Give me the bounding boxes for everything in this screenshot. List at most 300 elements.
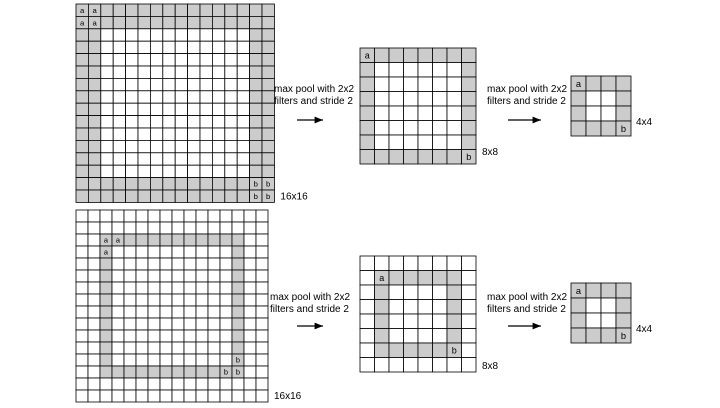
grid-cell: [150, 78, 162, 90]
grid-cell-shaded: [360, 150, 375, 165]
grid-cell: [175, 140, 187, 152]
grid-cell-shaded: [76, 140, 88, 152]
grid-cell: [113, 54, 125, 66]
grid-cell-shaded: [88, 153, 100, 165]
grid-cell: [88, 366, 100, 378]
grid-cell-shaded: [76, 91, 88, 103]
grid-cell: [88, 378, 100, 390]
grid-cell: [418, 314, 433, 329]
grid-cell: [150, 54, 162, 66]
grid-cell: [112, 306, 124, 318]
grid-cell-shaded: [262, 153, 274, 165]
grid-cell: [124, 330, 136, 342]
grid-cell: [88, 282, 100, 294]
grid-cell: [418, 92, 433, 107]
grid-cell-shaded: [76, 78, 88, 90]
grid-size-label: 8x8: [482, 147, 499, 158]
grid-cell-shaded: [225, 4, 237, 16]
grid-cell: [212, 29, 224, 41]
grid-cell: [100, 210, 112, 222]
grid-cell: [601, 298, 616, 313]
grid-cell: [244, 354, 256, 366]
grid-cell: [256, 234, 268, 246]
pooling-caption-line2: filters and stride 2: [270, 304, 349, 315]
grid-cell-shaded: [462, 92, 477, 107]
grid-cell: [196, 294, 208, 306]
grid-cell: [256, 342, 268, 354]
grid-cell: [225, 165, 237, 177]
grid-cell-shaded: [101, 4, 113, 16]
grid-cell: [160, 354, 172, 366]
grid-cell: [601, 313, 616, 328]
grid-cell: [150, 66, 162, 78]
grid-cell: [237, 29, 249, 41]
grid-cell: [172, 354, 184, 366]
grid-cell-shaded: [88, 103, 100, 115]
grid-cell: [160, 306, 172, 318]
grid-cell: [101, 165, 113, 177]
grid-cell: [225, 91, 237, 103]
grid-cell-shaded: [76, 128, 88, 140]
grid-size-label: 8x8: [482, 361, 499, 372]
grid-cell-shaded: [148, 234, 160, 246]
grid-cell: [212, 66, 224, 78]
grid-cell-shaded: [586, 76, 601, 91]
grid-cell-shaded: [375, 285, 390, 300]
grid-cell-shaded: [462, 63, 477, 78]
grid-cell-shaded: [188, 178, 200, 190]
grid-cell-shaded: [447, 48, 462, 63]
grid-cell: [88, 258, 100, 270]
grid-cell: [447, 92, 462, 107]
grid-cell-shaded: [113, 4, 125, 16]
grid-cell: [101, 29, 113, 41]
grid-cell: [225, 103, 237, 115]
grid-cell: [188, 103, 200, 115]
grid-cell: [225, 116, 237, 128]
grid-cell-shaded: [250, 54, 262, 66]
grid-cell: [208, 354, 220, 366]
grid-cell: [256, 378, 268, 390]
grid-cell: [244, 258, 256, 270]
grid-cell-shaded: [571, 121, 586, 136]
grid-cell-shaded: [375, 48, 390, 63]
grid-cell: [389, 106, 404, 121]
grid-cell: [76, 294, 88, 306]
grid-cell: [124, 282, 136, 294]
grid-cell-shaded: [88, 78, 100, 90]
grid-cell-shaded: [212, 4, 224, 16]
grid-cell-shaded: [262, 91, 274, 103]
grid-cell: [256, 210, 268, 222]
grid-cell-shaded: [389, 343, 404, 358]
grid-cell-shaded: [188, 190, 200, 202]
grid-cell-shaded: [138, 190, 150, 202]
grid-cell-shaded: [418, 150, 433, 165]
grid-cell: [124, 378, 136, 390]
grid-cell: [196, 354, 208, 366]
grid-cell: [418, 106, 433, 121]
grid-4x4: [571, 283, 653, 343]
grid-cell: [220, 246, 232, 258]
grid-cell: [138, 116, 150, 128]
grid-cell: [148, 318, 160, 330]
grid-cell-shaded: [150, 178, 162, 190]
grid-cell: [237, 103, 249, 115]
grid-cell: [200, 165, 212, 177]
grid-cell-shaded: [571, 91, 586, 106]
grid-cell: [76, 222, 88, 234]
grid-cell-shaded: [447, 150, 462, 165]
grid-cell-shaded: [225, 190, 237, 202]
grid-cell: [101, 140, 113, 152]
grid-cell-shaded: [250, 103, 262, 115]
grid-cell: [76, 354, 88, 366]
grid-cell: [375, 121, 390, 136]
grid-cell: [462, 314, 477, 329]
grid-cell-shaded: [262, 4, 274, 16]
grid-cell: [113, 66, 125, 78]
grid-cell-shaded: [88, 41, 100, 53]
grid-cell-shaded: [262, 78, 274, 90]
grid-cell: [200, 66, 212, 78]
grid-cell-shaded: [88, 116, 100, 128]
grid-cell-shaded: [262, 103, 274, 115]
grid-cell: [188, 116, 200, 128]
grid-cell: [212, 41, 224, 53]
grid-cell: [208, 318, 220, 330]
grid-cell: [138, 41, 150, 53]
grid-cell-shaded: [225, 178, 237, 190]
cell-mark-b: b: [620, 330, 627, 341]
grid-cell: [172, 258, 184, 270]
cell-mark-a: a: [92, 5, 97, 15]
grid-cell: [220, 294, 232, 306]
grid-cell: [113, 128, 125, 140]
grid-cell: [76, 330, 88, 342]
grid-cell-shaded: [232, 246, 244, 258]
grid-cell: [112, 210, 124, 222]
grid-cell: [200, 128, 212, 140]
cell-mark-b: b: [266, 191, 271, 201]
grid-cell: [208, 222, 220, 234]
grid-cell-shaded: [124, 234, 136, 246]
grid-cell: [360, 271, 375, 286]
grid-cell: [375, 256, 390, 271]
grid-cell: [447, 121, 462, 136]
grid-cell: [138, 78, 150, 90]
grid-cell: [163, 54, 175, 66]
grid-cell-shaded: [126, 16, 138, 28]
grid-cell: [418, 77, 433, 92]
grid-cell-shaded: [616, 76, 631, 91]
grid-cell: [196, 282, 208, 294]
grid-cell: [175, 165, 187, 177]
grid-cell-shaded: [250, 140, 262, 152]
grid-cell: [138, 165, 150, 177]
grid-cell-shaded: [250, 165, 262, 177]
grid-cell: [188, 78, 200, 90]
grid-cell: [404, 77, 419, 92]
grid-cell: [112, 342, 124, 354]
grid-cell-shaded: [262, 116, 274, 128]
grid-cell: [256, 330, 268, 342]
grid-cell: [175, 153, 187, 165]
grid-cell: [389, 300, 404, 315]
grid-cell-shaded: [404, 271, 419, 286]
pooling-caption-line2: filters and stride 2: [274, 96, 353, 107]
grid-cell-shaded: [126, 178, 138, 190]
grid-cell: [244, 210, 256, 222]
grid-cell: [433, 285, 448, 300]
grid-cell: [136, 210, 148, 222]
grid-cell: [433, 63, 448, 78]
grid-cell: [76, 282, 88, 294]
grid-cell: [172, 330, 184, 342]
grid-cell-shaded: [163, 190, 175, 202]
grid-cell: [208, 258, 220, 270]
grid-cell-shaded: [447, 300, 462, 315]
grid-cell-shaded: [462, 121, 477, 136]
grid-cell: [88, 246, 100, 258]
grid-cell-shaded: [616, 298, 631, 313]
grid-cell: [208, 390, 220, 402]
grid-cell: [184, 282, 196, 294]
grid-cell: [126, 41, 138, 53]
grid-cell-shaded: [237, 4, 249, 16]
grid-cell: [212, 140, 224, 152]
grid-cell: [148, 306, 160, 318]
grid-cell: [208, 282, 220, 294]
grid-cell-shaded: [232, 282, 244, 294]
grid-cell: [586, 106, 601, 121]
grid-cell: [447, 135, 462, 150]
grid-cell: [184, 294, 196, 306]
grid-cell-shaded: [616, 106, 631, 121]
grid-cell-shaded: [200, 4, 212, 16]
grid-cell: [136, 222, 148, 234]
grid-cell-shaded: [232, 258, 244, 270]
grid-cell-shaded: [200, 190, 212, 202]
grid-cell: [208, 294, 220, 306]
grid-cell-shaded: [101, 16, 113, 28]
grid-cell: [256, 258, 268, 270]
grid-cell: [188, 128, 200, 140]
grid-cell: [124, 222, 136, 234]
grid-cell: [212, 153, 224, 165]
grid-cell-shaded: [76, 178, 88, 190]
grid-cell: [389, 329, 404, 344]
grid-cell-shaded: [225, 16, 237, 28]
grid-cell: [113, 153, 125, 165]
grid-cell-shaded: [389, 48, 404, 63]
grid-cell: [225, 128, 237, 140]
grid-cell: [76, 378, 88, 390]
diagram-row-bottom: [76, 210, 653, 402]
grid-cell-shaded: [100, 318, 112, 330]
grid-cell: [113, 91, 125, 103]
grid-cell: [150, 153, 162, 165]
grid-cell: [220, 390, 232, 402]
grid-cell: [447, 77, 462, 92]
grid-cell: [175, 78, 187, 90]
grid-cell: [160, 318, 172, 330]
grid-cell: [389, 135, 404, 150]
grid-cell: [200, 78, 212, 90]
grid-cell: [244, 294, 256, 306]
grid-cell-shaded: [250, 29, 262, 41]
grid-cell-shaded: [433, 150, 448, 165]
grid-cell-shaded: [232, 330, 244, 342]
cell-mark-b: b: [253, 179, 258, 189]
grid-cell: [163, 165, 175, 177]
grid-cell: [418, 63, 433, 78]
grid-cell: [256, 270, 268, 282]
grid-cell: [184, 258, 196, 270]
grid-cell: [188, 91, 200, 103]
grid-cell: [418, 329, 433, 344]
grid-cell: [150, 29, 162, 41]
grid-8x8: [360, 48, 499, 164]
grid-cell: [237, 78, 249, 90]
grid-cell: [196, 210, 208, 222]
grid-cell: [196, 258, 208, 270]
grid-cell: [100, 378, 112, 390]
cell-mark-a: a: [379, 272, 385, 283]
grid-cell: [163, 153, 175, 165]
grid-cell: [188, 54, 200, 66]
grid-cell: [225, 29, 237, 41]
grid-cell: [188, 153, 200, 165]
grid-cell-shaded: [462, 77, 477, 92]
grid-cell: [113, 116, 125, 128]
grid-cell: [184, 378, 196, 390]
grid-cell: [148, 270, 160, 282]
cell-mark-a: a: [80, 18, 85, 28]
grid-cell-shaded: [184, 234, 196, 246]
grid-cell-shaded: [148, 366, 160, 378]
grid-cell: [113, 41, 125, 53]
grid-cell: [163, 41, 175, 53]
grid-cell: [100, 222, 112, 234]
grid-cell-shaded: [232, 306, 244, 318]
grid-cell: [220, 282, 232, 294]
grid-cell: [200, 54, 212, 66]
grid-cell-shaded: [616, 283, 631, 298]
grid-cell: [389, 358, 404, 373]
grid-cell: [112, 282, 124, 294]
grid-cell-shaded: [88, 140, 100, 152]
grid-cell-shaded: [447, 314, 462, 329]
grid-cell: [375, 358, 390, 373]
grid-cell: [160, 342, 172, 354]
grid-cell: [244, 390, 256, 402]
grid-cell: [237, 140, 249, 152]
grid-cell: [175, 41, 187, 53]
cell-mark-b: b: [223, 367, 229, 377]
grid-cell-shaded: [76, 153, 88, 165]
grid-cell: [112, 270, 124, 282]
pooling-caption-line1: max pool with 2x2: [487, 292, 568, 303]
grid-cell: [88, 342, 100, 354]
grid-cell: [112, 258, 124, 270]
grid-cell: [124, 306, 136, 318]
grid-cell-shaded: [571, 106, 586, 121]
pooling-caption-line1: max pool with 2x2: [487, 84, 568, 95]
grid-cell-shaded: [360, 63, 375, 78]
grid-cell: [196, 222, 208, 234]
grid-cell-shaded: [76, 54, 88, 66]
grid-cell: [244, 270, 256, 282]
grid-cell: [148, 210, 160, 222]
grid-cell: [76, 342, 88, 354]
grid-cell: [256, 222, 268, 234]
pooling-caption-line2: filters and stride 2: [487, 304, 566, 315]
grid-cell: [76, 390, 88, 402]
grid-cell: [184, 270, 196, 282]
grid-cell: [88, 222, 100, 234]
grid-cell: [88, 330, 100, 342]
grid-cell: [175, 66, 187, 78]
grid-cell: [244, 282, 256, 294]
grid-cell-shaded: [76, 66, 88, 78]
grid-cell: [462, 300, 477, 315]
cell-mark-b: b: [620, 123, 627, 134]
grid-cell: [184, 330, 196, 342]
grid-cell: [136, 354, 148, 366]
grid-cell: [126, 140, 138, 152]
grid-cell-shaded: [138, 178, 150, 190]
grid-cell: [148, 354, 160, 366]
grid-cell: [244, 318, 256, 330]
grid-cell: [112, 378, 124, 390]
grid-cell: [150, 116, 162, 128]
grid-cell: [160, 270, 172, 282]
grid-cell: [212, 128, 224, 140]
grid-cell: [148, 222, 160, 234]
pooling-caption-line1: max pool with 2x2: [270, 292, 351, 303]
grid-cell: [124, 390, 136, 402]
grid-cell: [172, 342, 184, 354]
cell-mark-a: a: [80, 5, 85, 15]
grid-cell: [76, 210, 88, 222]
grid-cell: [163, 116, 175, 128]
grid-cell: [447, 256, 462, 271]
grid-cell: [586, 91, 601, 106]
grid-cell: [101, 153, 113, 165]
grid-cell: [220, 354, 232, 366]
grid-cell: [389, 256, 404, 271]
grid-cell: [404, 300, 419, 315]
grid-cell-shaded: [250, 78, 262, 90]
grid-cell: [462, 271, 477, 286]
grid-cell: [126, 91, 138, 103]
grid-size-label: 4x4: [636, 117, 653, 128]
grid-cell-shaded: [208, 366, 220, 378]
grid-cell: [101, 66, 113, 78]
grid-cell: [433, 92, 448, 107]
grid-cell-shaded: [100, 282, 112, 294]
grid-cell-shaded: [250, 16, 262, 28]
grid-cell-shaded: [88, 29, 100, 41]
grid-cell: [101, 128, 113, 140]
grid-cell: [404, 358, 419, 373]
grid-cell: [175, 91, 187, 103]
grid-cell-shaded: [601, 328, 616, 343]
grid-cell: [360, 329, 375, 344]
grid-cell: [360, 285, 375, 300]
grid-cell: [418, 300, 433, 315]
